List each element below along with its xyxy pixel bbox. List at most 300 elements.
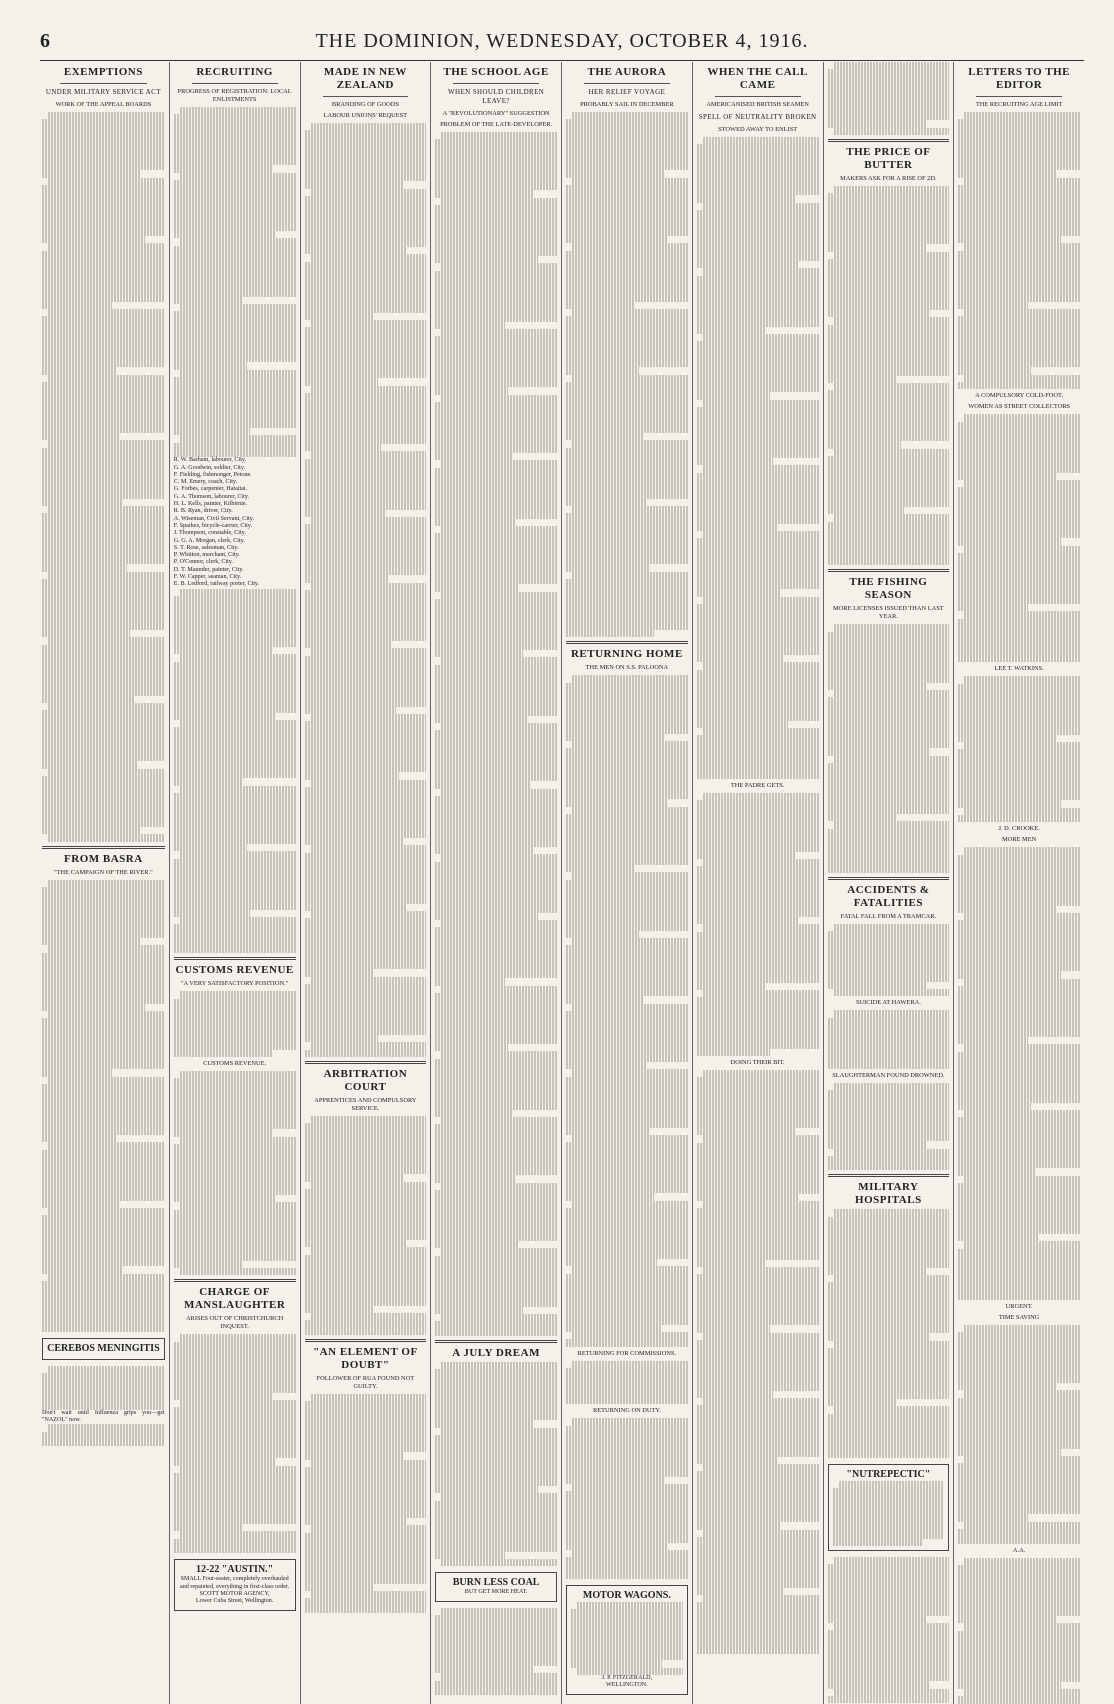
text-line [828,719,950,726]
text-line [435,1146,557,1153]
text-line [435,1666,534,1673]
text-line [697,159,819,166]
text-line [828,492,950,499]
text-line [435,599,557,606]
text-line [958,1059,1080,1066]
enlistment-list [174,457,296,588]
text-line [828,98,950,105]
text-line [828,1652,950,1659]
text-line [42,1091,165,1098]
ad-title: CEREBOS MENINGITIS [47,1343,160,1355]
text-line [305,809,427,816]
text-line [566,814,688,821]
text-line [311,845,427,852]
text-line [958,1117,1080,1124]
text-line [305,641,393,648]
text-line [42,747,165,754]
text-line [566,902,688,909]
text-line [174,165,273,172]
text-line [42,761,138,768]
text-line [703,1595,819,1602]
text-line [566,1310,688,1317]
text-line [958,495,1080,502]
text-line [435,1435,557,1442]
text-line [958,713,1080,720]
text-line [958,1008,1080,1015]
text-line [566,411,688,418]
text-line [566,1091,688,1098]
text-line [566,1172,688,1179]
text-line [174,275,296,282]
ad-body [435,1608,557,1696]
text-line [305,772,400,779]
text-line [697,458,774,465]
text-line [566,829,688,836]
text-line [174,1444,296,1451]
text-line [435,1530,557,1537]
text-line [435,256,537,263]
text-line [697,1486,819,1493]
column-4 [430,62,561,1704]
text-line [305,1503,427,1510]
text-line [42,367,116,374]
text-line [828,727,950,734]
text-line [697,1588,785,1595]
text-line [566,1128,650,1135]
text-line [572,872,688,879]
text-line [572,1069,688,1076]
text-line [42,688,165,695]
text-line [566,367,639,374]
text-line [697,276,819,283]
text-line [958,1660,1080,1667]
text-line [305,400,427,407]
text-line [441,526,557,533]
text-line [311,254,427,261]
headline-basra: FROM BASRA [64,852,143,865]
subhead: BRANDING OF GOODS [331,101,399,108]
text-line [435,511,557,518]
text-line [572,1550,688,1557]
text-line [305,991,427,998]
text-line [42,1403,165,1410]
text-line [42,1193,165,1200]
text-line [305,1306,374,1313]
text-line [174,756,296,763]
text-line [435,548,557,555]
text-line [48,1077,165,1084]
text-line [697,429,819,436]
text-line [697,670,819,677]
text-line [697,699,819,706]
text-line [305,371,427,378]
text-line [566,433,643,440]
text-line [958,898,1080,905]
text-line [174,1342,296,1349]
text-line [697,1442,819,1449]
text-line [435,1073,557,1080]
text-line [958,458,1080,465]
text-line [958,422,1080,429]
text-line [42,265,165,272]
list-item: G. A. Thomson, labourer, City. [173,493,249,500]
text-line [42,740,165,747]
text-line [174,603,296,610]
text-line [174,1429,296,1436]
article-body [42,880,165,1332]
subhead: SPELL OF NEUTRALITY BROKEN [698,113,817,121]
text-line [305,1189,427,1196]
text-line [566,156,688,163]
text-line [577,1668,683,1675]
text-line [828,1667,950,1674]
text-line [572,741,688,748]
text-line [305,736,427,743]
text-line [435,1479,557,1486]
text-line [42,557,165,564]
text-line [435,366,557,373]
text-line [48,1274,165,1281]
text-line [174,333,296,340]
text-line [435,387,508,394]
text-line [697,451,819,458]
text-line [435,1066,557,1073]
text-line [174,362,247,369]
text-line [958,735,1057,742]
text-line [697,1340,819,1347]
article-body [305,1394,427,1613]
text-line [435,1278,557,1285]
text-line [174,808,296,815]
text-line [697,1049,770,1056]
text-line [834,186,950,193]
text-line [703,990,819,997]
text-line [435,314,557,321]
text-line [566,1237,688,1244]
text-line [174,1188,296,1195]
text-line [964,1456,1080,1463]
text-line [697,1274,819,1281]
text-line [958,1412,1080,1419]
text-line [566,1397,688,1404]
text-line [566,748,688,755]
text-line [566,821,688,828]
text-line [958,957,1080,964]
text-line [174,216,296,223]
text-line [958,779,1080,786]
text-line [566,148,688,155]
subhead: STOWED AWAY TO ENLIST [718,126,798,133]
text-line [828,222,950,229]
text-line [174,1393,273,1400]
text-line [174,647,273,654]
text-line [435,643,557,650]
text-line [697,655,785,662]
text-line [42,258,165,265]
text-line [566,207,688,214]
text-line [180,1531,296,1538]
text-line [697,1252,819,1259]
text-line [703,1201,819,1208]
text-line [828,1032,950,1039]
text-line [174,713,276,720]
text-line [42,579,165,586]
text-line [435,927,557,934]
text-line [828,281,950,288]
text-line [958,855,1080,862]
text-line [305,342,427,349]
text-line [42,1223,165,1230]
text-line [572,675,688,682]
text-line [42,411,165,418]
text-line [834,62,950,69]
text-line [828,398,950,405]
text-line [435,687,557,694]
text-line [828,230,950,237]
text-line [828,405,950,412]
text-line [828,938,950,945]
text-line [305,838,404,845]
text-line [42,805,165,812]
text-line [311,1116,427,1123]
text-line [441,1117,557,1124]
ad-body [833,1481,945,1547]
text-line [305,933,427,940]
text-line [305,546,427,553]
text-line [964,1044,1080,1051]
text-line [958,906,1057,913]
text-line [566,982,688,989]
text-line [435,811,557,818]
text-line [566,127,688,134]
text-line [435,1059,557,1066]
text-line [305,1145,427,1152]
text-line [435,497,557,504]
text-line [435,949,557,956]
text-line [566,763,688,770]
text-line [566,586,688,593]
text-line [566,851,688,858]
text-line [174,348,296,355]
text-line [958,684,1080,691]
text-line [566,894,688,901]
text-line [435,730,557,737]
text-line [697,341,819,348]
text-line [305,196,427,203]
text-line [42,513,165,520]
text-line [180,589,296,596]
text-line [958,1434,1080,1441]
text-line [958,757,1080,764]
text-line [828,354,950,361]
text-line [174,1122,296,1129]
columns [38,62,1084,1689]
text-line [572,112,688,119]
text-line [174,866,296,873]
ad-text: SMALL Four-seater, completely overhauled and repainted, everything in first-class order. [180,1576,290,1590]
text-line [174,1458,276,1465]
text-line [435,205,557,212]
text-line [958,640,1080,647]
signature: URGENT. [1005,1302,1033,1310]
text-line [697,473,819,480]
text-line [828,843,950,850]
text-line [305,1467,427,1474]
text-line [174,625,296,632]
text-line [566,623,688,630]
text-line [42,382,165,389]
text-line [834,383,950,390]
text-line [174,209,296,216]
headline-fishing: THE FISHING SEASON [849,576,928,602]
list-item: D. T. Maunder, painter, City. [173,566,244,573]
text-line [174,1546,296,1553]
text-line [180,1400,296,1407]
subhead: APPRENTICES AND COMPULSORY SERVICE. [314,1097,417,1112]
text-line [828,471,950,478]
text-line [958,1103,1031,1110]
text-line [958,236,1060,243]
text-line [435,504,557,511]
text-line [174,610,296,617]
text-line [828,544,950,551]
text-line [697,895,819,902]
text-line [42,996,165,1003]
text-line [834,449,950,456]
text-line [964,309,1080,316]
text-line [305,1423,427,1430]
text-line [305,685,427,692]
text-line [958,800,1060,807]
text-line [42,1186,165,1193]
text-line [828,193,950,200]
text-line [42,1259,165,1266]
text-line [311,648,427,655]
text-line [435,1413,557,1420]
text-line [48,834,165,841]
text-line [566,1557,688,1564]
text-line [435,650,523,657]
text-line [697,509,819,516]
ad-agent: SCOTT MOTOR AGENCY, [199,1590,270,1597]
text-line [566,726,688,733]
advertisement [828,1464,950,1552]
text-line [42,448,165,455]
text-line [703,1070,819,1077]
text-line [435,679,557,686]
text-line [958,1339,1080,1346]
ad-footer: Don't wait until Influenza grips you—get "NAZOL" now. [42,1409,165,1424]
text-line [174,1115,296,1122]
text-line [958,1285,1080,1292]
text-line [828,960,950,967]
text-line [697,881,819,888]
text-line [958,626,1080,633]
text-line [697,1391,774,1398]
text-line [42,433,119,440]
text-line [305,1562,427,1569]
text-line [174,1043,296,1050]
text-line [697,173,819,180]
text-line [958,648,1080,655]
text-line [42,477,165,484]
text-line [441,1362,557,1369]
text-line [174,793,296,800]
text-line [958,560,1080,567]
text-line [828,748,930,755]
text-line [305,1547,427,1554]
text-line [48,769,165,776]
text-line [828,668,950,675]
text-line [305,926,427,933]
text-line [566,1245,688,1252]
text-line [958,1234,1038,1241]
text-line [958,1427,1080,1434]
text-line [697,144,819,151]
text-line [305,758,427,765]
text-line [174,268,296,275]
text-line [305,626,427,633]
text-line [305,1233,427,1240]
text-line [42,608,165,615]
article-body [566,112,688,637]
text-line [42,645,165,652]
text-line [828,1025,950,1032]
text-line [958,582,1080,589]
text-line [566,528,688,535]
text-line [174,1539,296,1546]
text-line [571,1638,683,1645]
text-line [305,831,427,838]
text-line [42,302,112,309]
text-line [42,1373,165,1380]
text-line [305,1576,427,1583]
text-line [697,546,819,553]
text-line [697,1566,819,1573]
text-line [958,815,1080,822]
text-line [697,1165,819,1172]
text-line [180,917,296,924]
text-line [174,1371,296,1378]
text-line [42,1179,165,1186]
text-line [828,675,950,682]
text-line [174,1502,296,1509]
subhead: HER RELIEF VOYAGE [588,88,666,96]
text-line [174,1407,296,1414]
text-line [174,1093,296,1100]
text-line [311,1394,427,1401]
list-item: G. A. Goodwin, soldier, City. [173,464,246,471]
text-line [305,1511,427,1518]
text-line [566,843,688,850]
text-line [697,298,819,305]
text-line [42,1439,165,1446]
text-line [42,455,165,462]
text-line [42,1296,165,1303]
text-line [828,1355,950,1362]
text-line [566,1506,688,1513]
text-line [435,176,557,183]
text-line [566,119,688,126]
text-line [305,554,427,561]
headline-arbitration: ARBITRATION COURT [323,1068,408,1093]
subhead: MAKERS ASK FOR A RISE OF 2D. [840,174,937,182]
article-body [958,676,1080,822]
text-line [435,1384,557,1391]
text-line [828,478,950,485]
text-line [42,462,165,469]
text-line [42,353,165,360]
